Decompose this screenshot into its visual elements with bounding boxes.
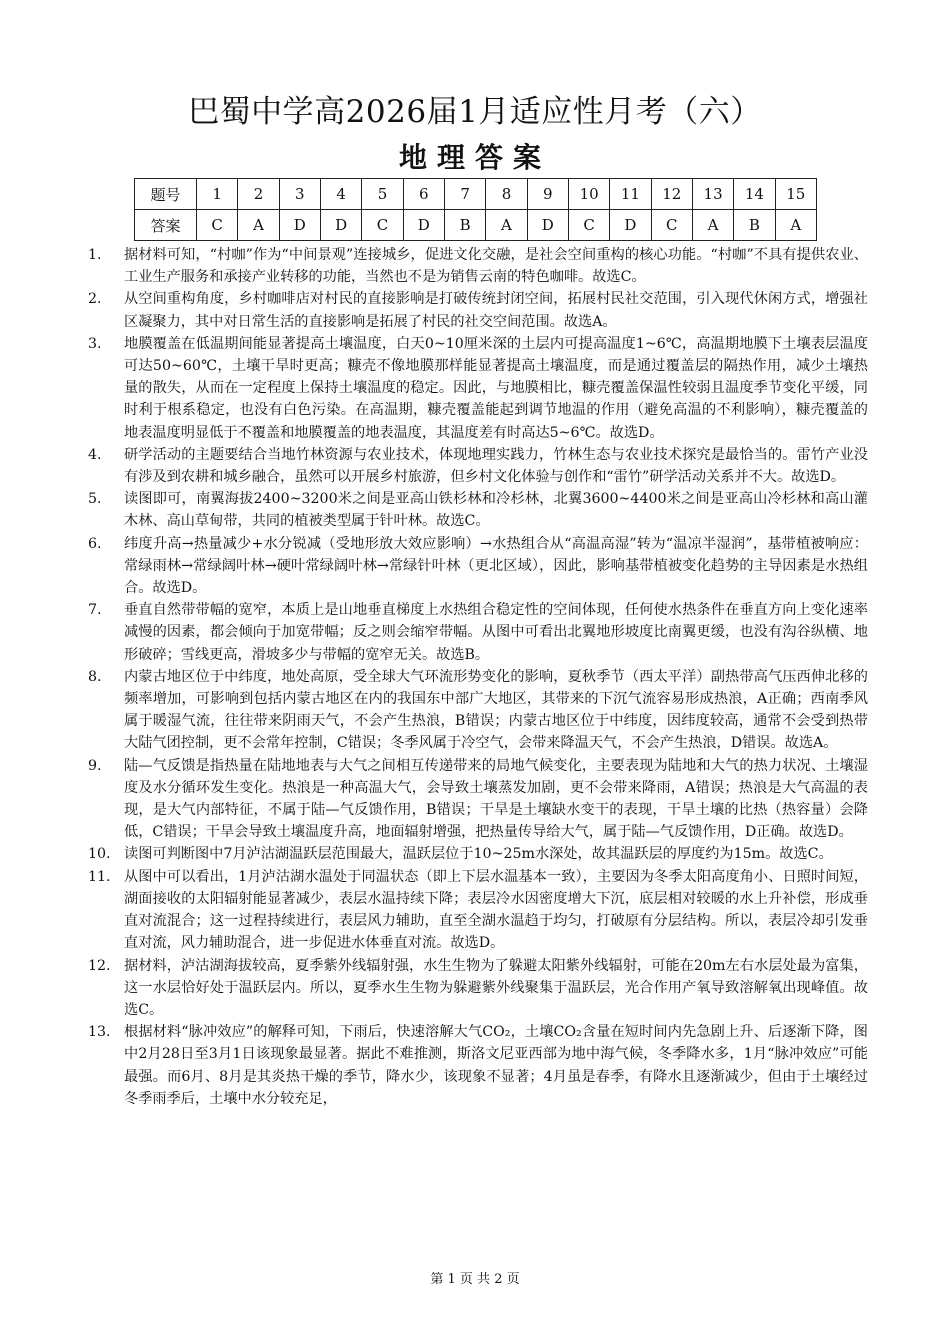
item-number: 7. <box>88 602 102 619</box>
item-text: 陆—气反馈是指热量在陆地地表与大气之间相互传递带来的局地气候变化，主要表现为陆地和大气的热力状况、土壤湿度及水分循环发生变化。热浪是一种高温大气，会导致土壤蒸发加剧，更不会带来降雨，A错误；热浪是大气高温的表现，是大气内部特征，不属于陆—气反馈作用，B错误；干旱是土壤缺水变干的表现，干旱土壤的比热（热容量）会降低，C错误；干旱会导致土壤温度升高，地面辐射增强，把热量传导给大气，属于陆—气反馈作用，D正确。故选D。 <box>124 757 868 841</box>
question-number: 12 <box>651 179 692 210</box>
answer-table <box>134 178 817 241</box>
answer-cell: A <box>692 210 733 241</box>
answer-cell: B <box>734 210 775 241</box>
item-number: 8. <box>88 668 102 685</box>
answer-cell: B <box>444 210 485 241</box>
page-footer: 第 1 页 共 2 页 <box>430 1272 520 1287</box>
explanation-item <box>88 599 868 666</box>
item-text: 据材料可知，“村咖”作为“中间景观”连接城乡，促进文化交融，是社会空间重构的核心功能。“村咖”不具有提供农业、工业生产服务和承接产业转移的功能，当然也不是为销售云南的特色咖啡。故选C。 <box>124 247 868 286</box>
question-number: 5 <box>362 179 403 210</box>
item-number: 11. <box>88 868 111 885</box>
page-subtitle: 地理答案 <box>398 141 551 174</box>
item-text: 读图可判断图中7月泸沽湖温跃层范围最大，温跃层位于10~25m水深处，故其温跃层的厚度约为15m。故选C。 <box>124 846 833 863</box>
row-label-answer: 答案 <box>135 210 197 241</box>
item-number: 2. <box>88 291 102 308</box>
question-number: 4 <box>320 179 361 210</box>
explanation-item <box>88 333 868 444</box>
item-number: 12. <box>88 957 111 974</box>
answer-table-number-row <box>135 179 817 210</box>
item-number: 10. <box>88 846 111 863</box>
item-number: 13. <box>88 1024 111 1041</box>
question-number: 10 <box>568 179 609 210</box>
question-number: 8 <box>486 179 527 210</box>
explanation-item <box>88 843 868 865</box>
row-label-question: 题号 <box>135 179 197 210</box>
answer-cell: D <box>320 210 361 241</box>
item-text: 据材料，泸沽湖海拔较高，夏季紫外线辐射强，水生生物为了躲避太阳紫外线辐射，可能在20m左右水层处最为富集，这一水层恰好处于温跃层内。所以，夏季水生生物为躲避紫外线聚集于温跃层，光合作用产氧导致溶解氧出现峰值。故选C。 <box>124 957 868 1018</box>
item-number: 9. <box>88 757 102 774</box>
explanation-item <box>88 1021 868 1110</box>
answer-cell: A <box>486 210 527 241</box>
question-number: 2 <box>238 179 279 210</box>
question-number: 13 <box>692 179 733 210</box>
question-number: 11 <box>610 179 651 210</box>
item-number: 4. <box>88 446 102 463</box>
answer-table-answer-row <box>135 210 817 241</box>
explanation-item <box>88 244 868 288</box>
explanation-item <box>88 288 868 332</box>
explanation-item <box>88 666 868 755</box>
answer-cell: D <box>279 210 320 241</box>
explanation-item <box>88 955 868 1022</box>
explanation-item <box>88 488 868 532</box>
answer-cell: C <box>568 210 609 241</box>
item-text: 读图即可，南翼海拔2400~3200米之间是亚高山铁杉林和冷杉林，北翼3600~4400米之间是亚高山冷杉林和高山灌木林、高山草甸带，共同的植被类型属于针叶林。故选C。 <box>124 491 868 530</box>
question-number: 3 <box>279 179 320 210</box>
explanation-list <box>88 244 868 1110</box>
question-number: 1 <box>197 179 238 210</box>
item-text: 垂直自然带带幅的宽窄，本质上是山地垂直梯度上水热组合稳定性的空间体现，任何使水热条件在垂直方向上变化速率减慢的因素，都会倾向于加宽带幅；反之则会缩窄带幅。从图中可看出北翼地形坡度比南翼更缓，也没有沟谷纵横、地形破碎；雪线更高，滑坡多少与带幅的宽窄无关。故选B。 <box>124 602 868 663</box>
item-text: 内蒙古地区位于中纬度，地处高原，受全球大气环流形势变化的影响，夏秋季节（西太平洋）副热带高气压西伸北移的频率增加，可影响到包括内蒙古地区在内的我国东中部广大地区，其带来的下沉气流容易形成热浪，A正确；西南季风属于暖湿气流，往往带来阴雨天气，不会产生热浪，B错误；内蒙古地区位于中纬度，因纬度较高，通常不会受到热带大陆气团控制，更不会常年控制，C错误；冬季风属于冷空气，会带来降温天气，不会产生热浪，D错误。故选A。 <box>124 668 868 752</box>
question-number: 14 <box>734 179 775 210</box>
explanation-item <box>88 866 868 955</box>
item-number: 1. <box>88 247 102 263</box>
answer-cell: D <box>403 210 444 241</box>
answer-cell: A <box>775 210 816 241</box>
answer-cell: A <box>238 210 279 241</box>
question-number: 7 <box>444 179 485 210</box>
page-title: 巴蜀中学高2026届1月适应性月考（六） <box>188 94 762 130</box>
item-text: 根据材料“脉冲效应”的解释可知，下雨后，快速溶解大气CO₂，土壤CO₂含量在短时间内先急剧上升、后逐渐下降，图中2月28日至3月1日该现象最显著。据此不难推测，斯洛文尼亚西部为地中海气候，冬季降水多，1月“脉冲效应”可能最强。而6月、8月是其炎热干燥的季节，降水少，该现象不显著；4月虽是春季，有降水且逐渐减少，但由于土壤经过冬季雨季后，土壤中水分较充足， <box>124 1024 868 1107</box>
item-text: 地膜覆盖在低温期间能显著提高土壤温度，白天0~10厘米深的土层内可提高温度1~6℃，高温期地膜下土壤表层温度可达50~60℃，土壤干旱时更高；糠壳不像地膜那样能显著提高土壤温度，而是通过覆盖层的隔热作用，减少土壤热量的散失，从而在一定程度上保持土壤温度的稳定。因此，与地膜相比，糠壳覆盖保温性较弱且温度季节变化平缓，同时利于根系稳定，也没有白色污染。在高温期，糠壳覆盖能起到调节地温的作用（避免高温的不利影响），糠壳覆盖的地表温度明显低于不覆盖和地膜覆盖的地表温度，其温度差有时高达5~6℃。故选D。 <box>124 335 868 441</box>
question-number: 15 <box>775 179 816 210</box>
item-text: 纬度升高→热量减少+水分锐减（受地形放大效应影响）→水热组合从“高温高湿”转为“温凉半湿润”，基带植被响应：常绿雨林→常绿阔叶林→硬叶常绿阔叶林→常绿针叶林（更北区域），因此，影响基带植被变化趋势的主导因素是水热组合。故选D。 <box>124 535 868 597</box>
question-number: 6 <box>403 179 444 210</box>
item-number: 6. <box>88 535 102 552</box>
answer-cell: D <box>610 210 651 241</box>
item-number: 5. <box>88 491 102 508</box>
explanation-item <box>88 533 868 600</box>
answer-cell: C <box>651 210 692 241</box>
question-number: 9 <box>527 179 568 210</box>
answer-cell: C <box>362 210 403 241</box>
answer-cell: C <box>197 210 238 241</box>
answer-cell: D <box>527 210 568 241</box>
explanation-item <box>88 444 868 488</box>
item-text: 从空间重构角度，乡村咖啡店对村民的直接影响是打破传统封闭空间，拓展村民社交范围，引入现代休闲方式，增强社区凝聚力，其中对日常生活的直接影响是拓展了村民的社交空间范围。故选A。 <box>124 291 868 330</box>
explanation-item <box>88 755 868 844</box>
item-text: 研学活动的主题要结合当地竹林资源与农业技术，体现地理实践力，竹林生态与农业技术探究是最恰当的。雷竹产业没有涉及到农耕和城乡融合，虽然可以开展乡村旅游，但乡村文化体验与创作和“雷竹”研学活动关系并不大。故选D。 <box>124 446 868 486</box>
item-text: 从图中可以看出，1月泸沽湖水温处于同温状态（即上下层水温基本一致），主要因为冬季太阳高度角小、日照时间短，湖面接收的太阳辐射能显著减少，表层水温持续下降；表层冷水因密度增大下沉，底层相对较暖的水上升补偿，形成垂直对流混合；这一过程持续进行，表层风力辅助，直至全湖水温趋于均匀，打破原有分层结构。所以，表层冷却引发垂直对流，风力辅助混合，进一步促进水体垂直对流。故选D。 <box>124 868 868 952</box>
item-number: 3. <box>88 335 102 352</box>
